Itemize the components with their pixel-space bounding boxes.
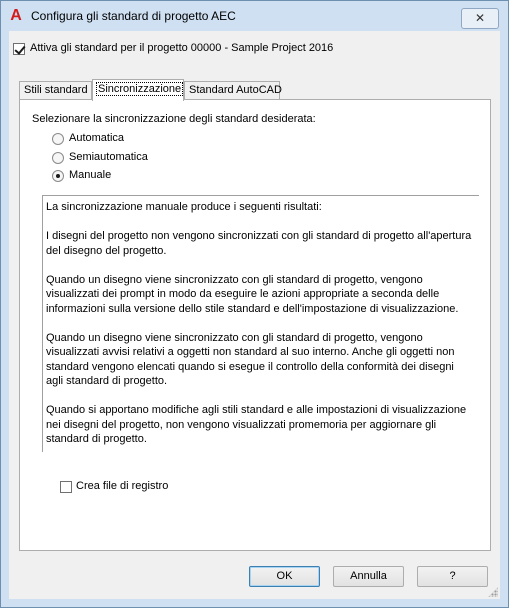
- dialog-client-area: [9, 31, 500, 599]
- title-bar[interactable]: [1, 1, 508, 31]
- tab-label: Standard AutoCAD: [189, 84, 282, 96]
- sync-tab-panel: [19, 99, 491, 551]
- description-paragraph: Quando un disegno viene sincronizzato con gli standard di progetto, vengono visualizzati dei prompt in modo da eseguire le azioni appropriate a seconda delle informazioni sulla versione dello stile standard e dell'impostazione di visualizzazione.: [46, 273, 459, 315]
- close-icon: ✕: [474, 11, 486, 25]
- enable-standards-label[interactable]: Attiva gli standard per il progetto 00000 - Sample Project 2016: [30, 42, 334, 54]
- description-paragraph: Quando un disegno viene sincronizzato con gli standard di progetto, vengono visualizzati avvisi relativi a oggetti non standard al suo interno. Anche gli oggetti non standard vengono elencati quando si esegue il controllo della conformità dei disegni agli standard di progetto.: [46, 331, 455, 387]
- radio-automatica-label[interactable]: Automatica: [69, 132, 125, 144]
- sync-description-box: [42, 195, 479, 452]
- log-file-checkbox[interactable]: [60, 481, 72, 493]
- sync-prompt: Selezionare la sincronizzazione degli standard desiderata:: [32, 113, 316, 125]
- resize-grip-icon[interactable]: [488, 587, 498, 597]
- tab-label: Sincronizzazione: [98, 83, 182, 95]
- help-button[interactable]: ?: [417, 566, 488, 587]
- radio-semiautomatica-label[interactable]: Semiautomatica: [69, 151, 148, 163]
- description-paragraph: I disegni del progetto non vengono sincronizzati con gli standard di progetto all'apertura del disegno del progetto.: [46, 230, 472, 257]
- radio-automatica[interactable]: [52, 133, 64, 145]
- tab-stili-standard[interactable]: [19, 81, 92, 99]
- tab-standard-autocad[interactable]: [184, 81, 280, 99]
- radio-manuale[interactable]: [52, 170, 64, 182]
- radio-semiautomatica[interactable]: [52, 152, 64, 164]
- tab-label: Stili standard: [24, 84, 88, 96]
- ok-button[interactable]: OK: [249, 566, 320, 587]
- tab-sincronizzazione[interactable]: [92, 79, 184, 101]
- dialog-title: Configura gli standard di progetto AEC: [31, 9, 236, 23]
- radio-manuale-label[interactable]: Manuale: [69, 169, 112, 181]
- description-paragraph: Quando si apportano modifiche agli stili standard e alle impostazioni di visualizzazione nei disegni del progetto, non vengono visualizzati promemoria per aggiornare gli standard di progetto.: [46, 404, 467, 445]
- cancel-button[interactable]: Annulla: [333, 566, 404, 587]
- log-file-label[interactable]: Crea file di registro: [76, 480, 169, 492]
- close-button[interactable]: [461, 8, 499, 29]
- autocad-logo-icon: A: [10, 7, 22, 24]
- description-paragraph: La sincronizzazione manuale produce i seguenti risultati:: [46, 201, 322, 213]
- sync-description-text: [46, 200, 472, 461]
- enable-standards-checkbox[interactable]: [13, 43, 25, 55]
